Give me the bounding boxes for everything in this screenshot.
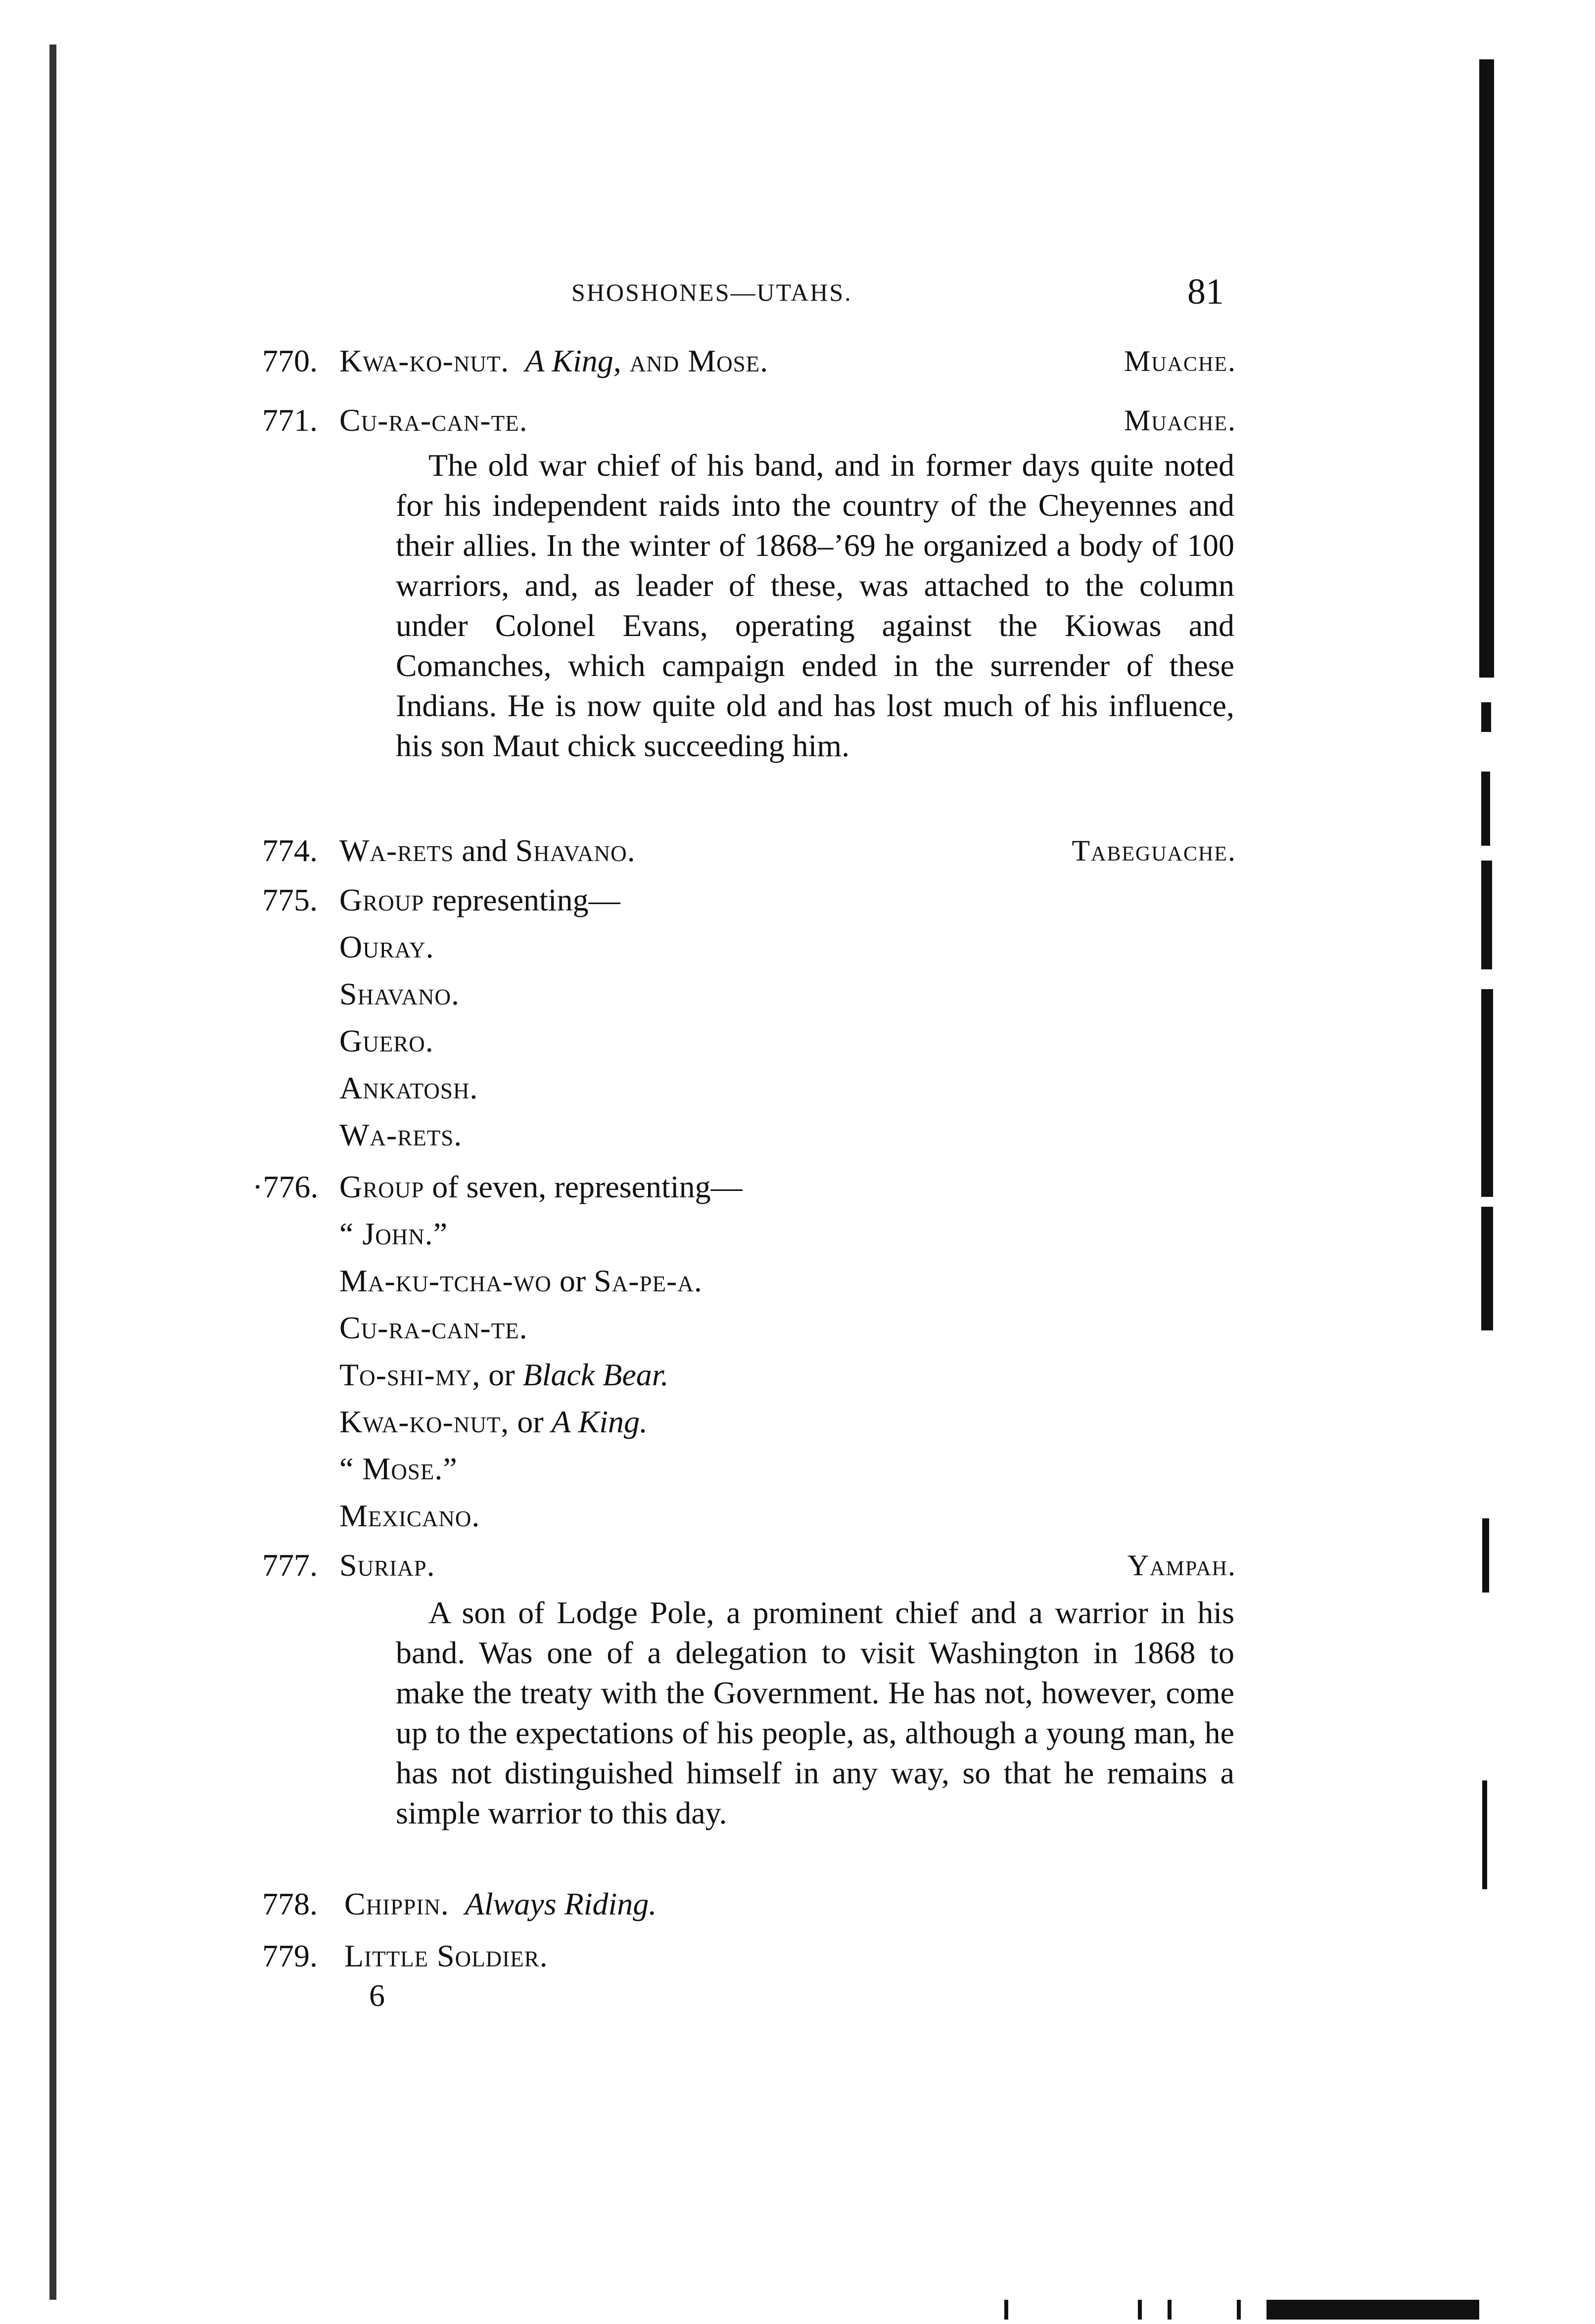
right-scan-bar-3 (1481, 772, 1490, 846)
entry-name: Group (339, 1169, 424, 1204)
entry-title (339, 341, 768, 381)
right-scan-bar-1 (1479, 59, 1494, 678)
entry-tribe: Yampah. (1127, 1549, 1236, 1582)
entry-number: ·776. (252, 1169, 319, 1204)
entry-number: 774. (262, 833, 318, 868)
group-member: Mexicano. (339, 1498, 480, 1533)
entry-name-2: Shavano. (515, 833, 636, 868)
entry-rest: of seven, representing— (424, 1169, 743, 1204)
entry-name: Kwa-ko-nut. (339, 343, 510, 378)
entry-name: Cu-ra-can-te. (339, 403, 528, 438)
entry-title (339, 880, 620, 920)
group-member: Guero. (339, 1023, 434, 1058)
group-member (339, 1355, 669, 1395)
entry-paragraph: A son of Lodge Pole, a prominent chief and a warrior in his band. Was one of a delegation to visit Washington in 1868 to make the treaty with the Government. He has not, however, come up to the expectations of his people, as, although a young man, he has not distinguished himself in any way, so that he remains a simple warrior to this day. (396, 1595, 1234, 1830)
entry-number: 771. (262, 403, 318, 438)
group-member: “ John.” (339, 1216, 448, 1251)
group-member: Ouray. (339, 929, 434, 964)
bottom-tick-3 (1168, 2300, 1172, 2320)
bottom-scan-bar (1267, 2300, 1479, 2320)
member-italic: A King. (551, 1404, 648, 1439)
entry-italic: Always Riding. (465, 1886, 657, 1921)
right-scan-bar-5 (1481, 989, 1493, 1197)
entry-rest: and Mose. (621, 343, 769, 378)
right-scan-bar-7 (1482, 1518, 1489, 1593)
entry-connector: and (454, 833, 516, 868)
entry-rest: representing— (424, 882, 620, 917)
group-member: Wa-rets. (339, 1117, 463, 1152)
running-head: SHOSHONES—UTAHS. (571, 278, 852, 306)
group-member (339, 1402, 648, 1442)
entry-number: 779. (262, 1938, 318, 1973)
entry-name: Chippin. (344, 1886, 449, 1921)
entry-paragraph: The old war chief of his band, and in former days quite noted for his independent raids into the country of the Cheyennes and their allies. In the winter of 1868–’69 he organized a body of 100 warriors, and, as leader of these, was attached to the column under Colonel Evans, operating against the Kiowas and Comanches, which campaign ended in the surrender of these Indians. He is now quite old and has lost much of his influence, his son Maut chick succeeding him. (396, 448, 1234, 763)
right-scan-bar-6 (1481, 1207, 1493, 1330)
entry-tribe: Muache. (1124, 404, 1236, 437)
entry-number: 777. (262, 1548, 318, 1583)
entry-number: 778. (262, 1886, 318, 1921)
group-member: “ Mose.” (339, 1451, 458, 1486)
group-member: Cu-ra-can-te. (339, 1310, 528, 1345)
entry-title (344, 1884, 657, 1924)
member-name-2: Sa-pe-a. (594, 1263, 703, 1298)
entry-title (339, 1167, 743, 1207)
right-scan-bar-8 (1482, 1780, 1487, 1889)
right-scan-bar-4 (1481, 861, 1492, 969)
entry-tribe: Tabeguache. (1072, 834, 1236, 867)
bottom-tick-2 (1138, 2300, 1142, 2320)
entry-name: Little Soldier. (344, 1938, 548, 1973)
right-scan-bar-2 (1481, 702, 1491, 732)
group-member: Ankatosh. (339, 1070, 478, 1105)
bottom-tick-4 (1237, 2300, 1241, 2320)
member-connector: or (551, 1263, 594, 1298)
entry-number: 770. (262, 343, 318, 378)
member-name: To-shi-my, (339, 1357, 481, 1392)
entry-tribe: Muache. (1124, 345, 1236, 377)
signature-mark: 6 (369, 1978, 385, 2013)
bottom-tick-1 (1004, 2300, 1008, 2320)
entry-italic: A King, (525, 343, 621, 378)
group-member: Shavano. (339, 976, 460, 1011)
entry-number: 775. (262, 882, 318, 917)
member-connector: or (480, 1357, 523, 1392)
page-number: 81 (1187, 272, 1224, 312)
member-name: Kwa-ko-nut, (339, 1404, 510, 1439)
entry-name: Suriap. (339, 1548, 435, 1583)
group-member (339, 1261, 703, 1301)
entry-name: Wa-rets (339, 833, 454, 868)
member-connector: or (509, 1404, 552, 1439)
entry-name: Group (339, 882, 424, 917)
member-name: Ma-ku-tcha-wo (339, 1263, 552, 1298)
member-italic: Black Bear. (522, 1357, 669, 1392)
entry-title (339, 831, 636, 870)
left-scan-edge (49, 45, 56, 2300)
